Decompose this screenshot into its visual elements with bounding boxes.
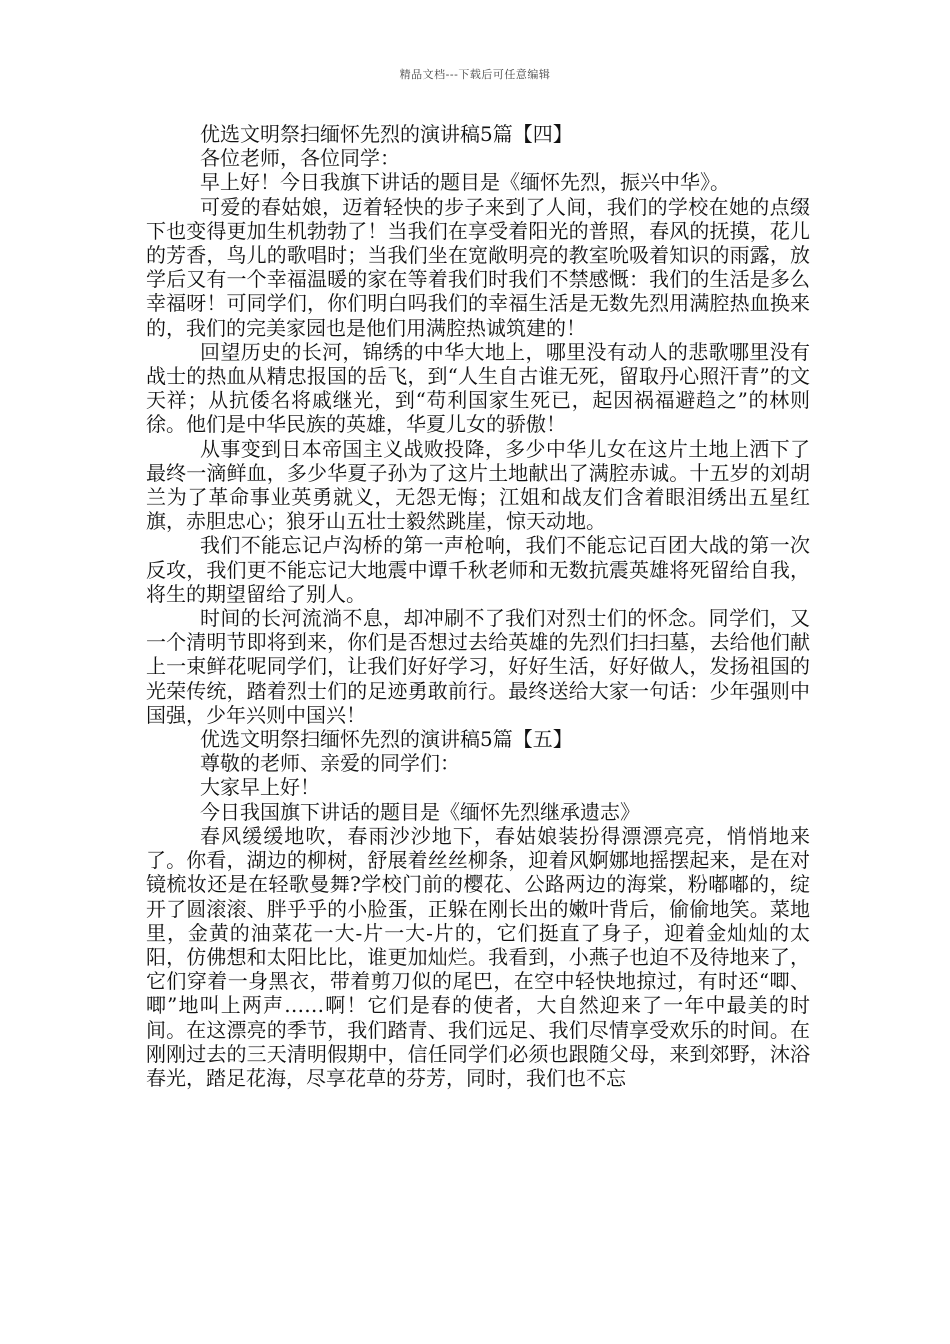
body-paragraph: 我们不能忘记卢沟桥的第一声枪响，我们不能忘记百团大战的第一次反攻，我们更不能忘记大地震中谭千秋老师和无数抗震英雄将死留给自我，将生的期望留给了别人。 [146, 533, 810, 606]
speech-topic: 今日我国旗下讲话的题目是《缅怀先烈继承遗志》 [200, 799, 640, 824]
section-title-five: 优选文明祭扫缅怀先烈的演讲稿5篇【五】 [200, 727, 573, 752]
page-header: 精品文档---下载后可任意编辑 [399, 68, 551, 81]
greeting: 大家早上好！ [200, 775, 320, 800]
section-title-four: 优选文明祭扫缅怀先烈的演讲稿5篇【四】 [200, 122, 573, 146]
body-paragraph: 回望历史的长河，锦绣的中华大地上，哪里没有动人的悲歌哪里没有战士的热血从精忠报国的岳飞，到“人生自古谁无死，留取丹心照汗青”的文天祥；从抗倭名将戚继光，到“苟利国家生死已，起因祸福避趋之”的林则徐。他们是中华民族的英雄，华夏儿女的骄傲！ [146, 339, 810, 437]
body-paragraph: 从事变到日本帝国主义战败投降，多少中华儿女在这片土地上洒下了最终一滴鲜血，多少华夏子孙为了这片土地献出了满腔赤诚。十五岁的刘胡兰为了革命事业英勇就义，无怨无悔；江姐和战友们含着眼泪绣出五星红旗，赤胆忠心；狼牙山五壮士毅然跳崖，惊天动地。 [146, 436, 810, 534]
body-paragraph: 时间的长河流淌不息，却冲刷不了我们对烈士们的怀念。同学们，又一个清明节即将到来，你们是否想过去给英雄的先烈们扫扫墓，去给他们献上一束鲜花呢同学们，让我们好好学习，好好生活，好好做人，发扬祖国的光荣传统，踏着烈士们的足迹勇敢前行。最终送给大家一句话：少年强则中国强，少年兴则中国兴！ [146, 606, 810, 727]
body-paragraph: 可爱的春姑娘，迈着轻快的步子来到了人间，我们的学校在她的点缀下也变得更加生机勃勃了！当我们在享受着阳光的普照，春风的抚摸，花儿的芳香，鸟儿的歌唱时；当我们坐在宽敞明亮的教室吮吸着知识的雨露，放学后又有一个幸福温暖的家在等着我们时我们不禁感慨：我们的生活是多么幸福呀！可同学们，你们明白吗我们的幸福生活是无数先烈用满腔热血换来的，我们的完美家园也是他们用满腔热诚筑建的！ [146, 194, 810, 340]
salutation: 各位老师，各位同学： [200, 146, 400, 171]
salutation: 尊敬的老师、亲爱的同学们： [200, 751, 460, 776]
document-body [146, 122, 810, 1090]
greeting: 早上好！今日我旗下讲话的题目是《缅怀先烈，振兴中华》。 [200, 170, 730, 195]
body-paragraph: 春风缓缓地吹，春雨沙沙地下，春姑娘装扮得漂漂亮亮，悄悄地来了。你看，湖边的柳树，舒展着丝丝柳条，迎着风婀娜地摇摆起来，是在对镜梳妆还是在轻歌曼舞?学校门前的樱花、公路两边的海棠，粉嘟嘟的，绽开了圆滚滚、胖乎乎的小脸蛋，正躲在刚长出的嫩叶背后，偷偷地笑。菜地里，金黄的油菜花一大-片一大-片的，它们挺直了身子，迎着金灿灿的太阳，仿佛想和太阳比比，谁更加灿烂。我看到，小燕子也迫不及待地来了，它们穿着一身黑衣，带着剪刀似的尾巴，在空中轻快地掠过，有时还“唧、唧”地叫上两声……啊！它们是春的使者，大自然迎来了一年中最美的时间。在这漂亮的季节，我们踏青、我们远足、我们尽情享受欢乐的时间。在刚刚过去的三天清明假期中，信任同学们必须也跟随父母，来到郊野，沐浴春光，踏足花海，尽享花草的芬芳，同时，我们也不忘 [146, 823, 810, 1090]
